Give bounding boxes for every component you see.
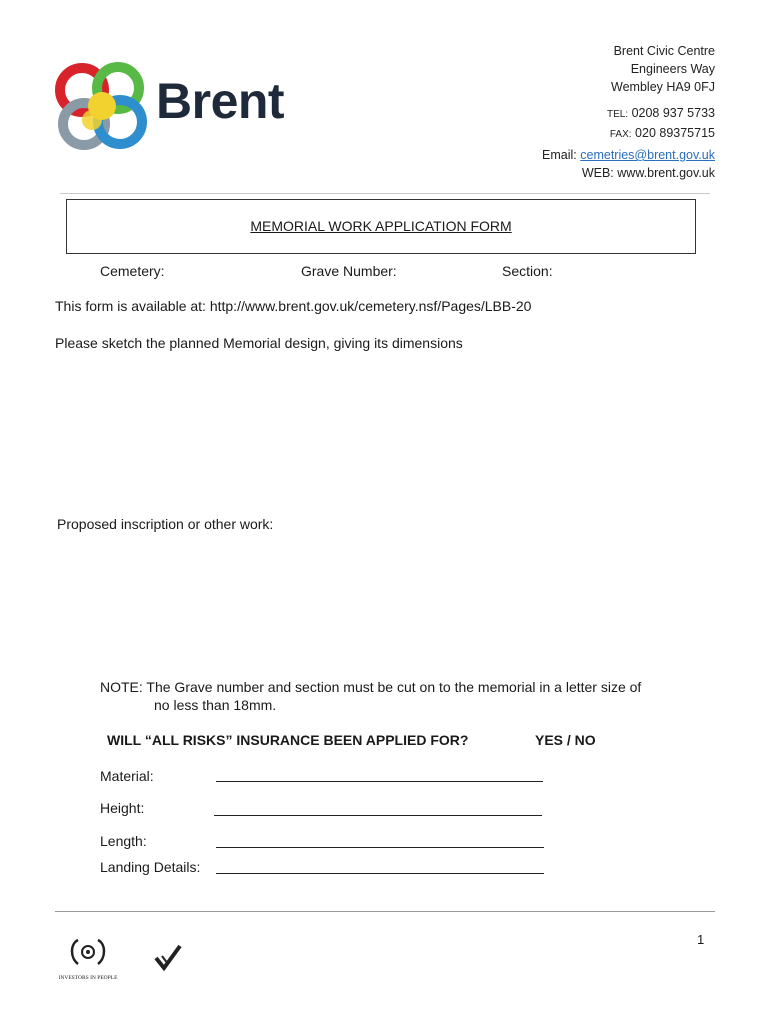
length-label: Length: (100, 833, 147, 849)
address-line-3: Wembley HA9 0FJ (611, 80, 715, 94)
inscription-area[interactable] (55, 540, 715, 665)
contact-block (542, 42, 715, 182)
laurel-icon (56, 936, 120, 968)
note-line-2: no less than 18mm. (154, 697, 277, 713)
note-line-1: NOTE: The Grave number and section must be cut on to the memorial in a letter size of (100, 679, 642, 695)
header-divider (60, 193, 710, 194)
disability-tick-icon (146, 938, 190, 978)
address-line-1: Brent Civic Centre (613, 44, 715, 58)
positive-text (146, 938, 164, 939)
length-field[interactable] (216, 847, 544, 848)
material-label: Material: (100, 768, 154, 784)
form-title-box (66, 199, 696, 254)
email-label: Email: (542, 148, 577, 162)
section-label: Section: (502, 263, 553, 279)
landing-details-field[interactable] (216, 873, 544, 874)
tel-value: 0208 937 5733 (631, 106, 715, 120)
form-title: MEMORIAL WORK APPLICATION FORM (250, 218, 512, 234)
sketch-prompt: Please sketch the planned Memorial design, giving its dimensions (55, 335, 463, 351)
tel-label: TEL: (606, 109, 629, 120)
email-line (542, 146, 715, 164)
web-label: WEB: (581, 166, 614, 180)
web-value: www.brent.gov.uk (617, 166, 715, 180)
positive-about-disabled-people-logo (146, 938, 190, 978)
tel-line (542, 104, 715, 124)
fax-value: 020 89375715 (635, 126, 715, 140)
cemetery-label: Cemetery: (100, 263, 165, 279)
email-link[interactable]: cemetries@brent.gov.uk (580, 148, 715, 162)
sketch-area[interactable] (55, 360, 715, 505)
investors-in-people-logo (56, 936, 120, 981)
iip-text: INVESTORS IN PEOPLE (58, 975, 118, 981)
material-field[interactable] (216, 781, 543, 782)
footer-divider (55, 911, 715, 912)
height-field[interactable] (214, 815, 542, 816)
grave-number-label: Grave Number: (301, 263, 397, 279)
fax-label: FAX: (609, 129, 632, 140)
brent-logo-icon (52, 62, 152, 150)
web-line (542, 164, 715, 182)
landing-details-label: Landing Details: (100, 859, 201, 875)
availability-text: This form is available at: http://www.brent.gov.uk/cemetery.nsf/Pages/LBB-20 (55, 298, 532, 314)
height-label: Height: (100, 800, 145, 816)
fax-line (542, 124, 715, 144)
brand-name: Brent (156, 73, 285, 129)
insurance-question: WILL “ALL RISKS” INSURANCE BEEN APPLIED FOR? (107, 732, 469, 748)
page-number: 1 (697, 932, 705, 947)
inscription-label: Proposed inscription or other work: (57, 516, 274, 532)
insurance-options[interactable]: YES / NO (535, 732, 596, 748)
address-line-2: Engineers Way (630, 62, 715, 76)
